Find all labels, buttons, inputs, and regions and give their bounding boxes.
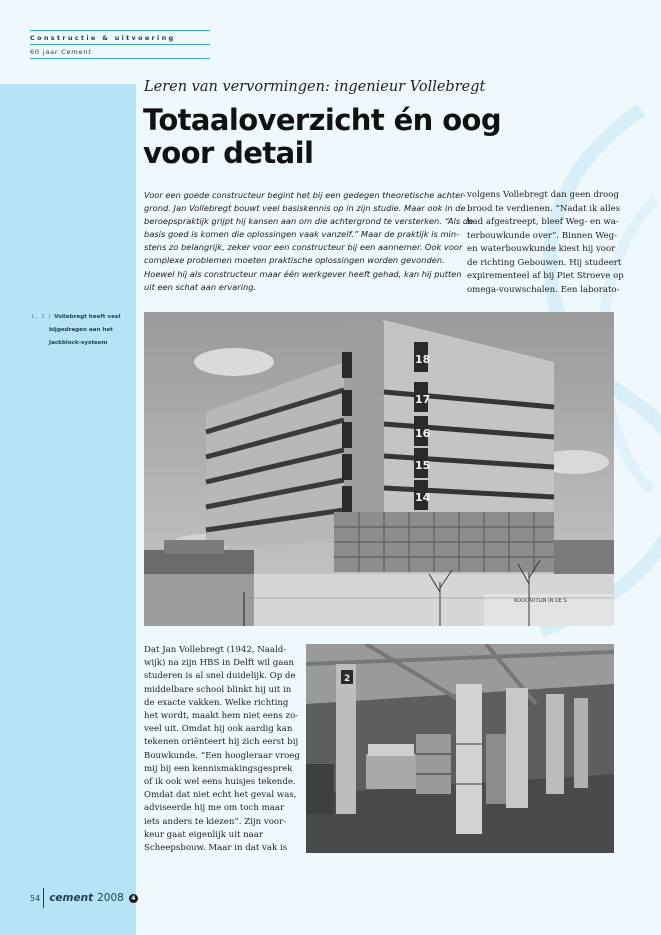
title-line-2: voor detail [143,136,314,170]
caption-line-2: bijgedragen aan het [49,327,113,333]
caption-line-1 [31,311,137,324]
body-line: de richting Gebouwen. Hij studeert [467,257,622,268]
floor-number: 17 [415,393,431,406]
body-line: had afgestreept, bleef Weg- en wa- [467,217,619,227]
body-line: omega-vouwschalen. Een laborato- [467,284,620,295]
caption-numbers: 1, 2 | [31,314,55,320]
issue-number-badge: 4 [129,894,138,903]
column-label: 2 [344,674,351,684]
floor-number: 16 [415,427,431,440]
photo-caption [31,311,137,350]
body-line: Bouwkunde. “Een hoogleraar vroeg [144,750,300,761]
series-label [30,45,210,58]
article-title [143,104,613,170]
floor-number: 18 [415,353,431,366]
body-line: middelbare school blinkt hij uit in [144,684,292,695]
building-photo-drawing [144,312,614,626]
magazine-name: cement [49,892,94,904]
body-column-left [144,644,304,855]
intro-line: Voor een goede constructeur begint het bij een gedegen theoretische achter- [144,190,467,200]
caption-line-3: Jackblock-systeem [49,340,108,346]
body-line: keur gaat eigenlijk uit naar [144,829,264,840]
intro-line: complexe problemen moeten praktische oplossingen worden gevonden. [144,255,445,266]
header-rule [30,58,210,59]
body-line: Scheepsbouw. Maar in dat vak is [144,843,288,854]
intro-line: stens zo belangrijk, zeker voor een constructeur bij een aannemer. Ook voor [144,242,463,253]
series-prefix: 60 jaar [30,48,62,56]
body-line: studeren is al snel duidelijk. Op de [144,671,296,682]
intro-line: uit een schat aan ervaring. [144,281,257,292]
body-line: of ik ook wel eens huisjes tekende. [144,777,296,788]
body-line: tekenen oriënteert hij zich eerst bij [144,737,299,748]
body-line: terbouwkunde over”. Binnen Weg- [467,230,617,241]
body-line: brood te verdienen. “Nadat ik alles [467,203,621,214]
article-supertitle: Leren van vervormingen: ingenieur Vollebregt [144,79,486,95]
building-photo [144,312,614,626]
body-line: wijk) na zijn HBS in Delft wil gaan [144,658,295,669]
title-line-1: Totaaloverzicht én oog [143,103,502,137]
section-label: Constructie & uitvoering [30,34,176,42]
body-line: iets anders te kiezen”. Zijn voor- [144,816,287,827]
body-line: het wordt, maakt hem niet eens zo- [144,711,299,722]
floor-number: 15 [415,459,431,472]
body-line: Dat Jan Vollebregt (1942, Naald- [144,645,287,655]
page-number: 54 [30,893,41,903]
body-line: adviseerde hij me om toch maar [144,803,285,814]
sidebar-band [0,84,136,935]
sign-text: KOOCAUTLIN IN DE S [514,598,567,604]
running-header [30,30,210,59]
jackblock-photo [306,644,614,853]
jackblock-photo-drawing [306,644,614,853]
body-line: Omdat dat niet echt het geval was, [144,790,297,801]
intro-line: basis goed is komen die oplossingen vaak vanzelf.” Maar de praktijk is min- [144,229,460,240]
intro-line: grond. Jan Vollebregt bouwt veel basiskennis op in zijn studie. Maar ook in de [144,203,466,214]
article-intro [144,189,474,294]
page-footer [30,888,138,908]
series-magazine: Cement [61,48,92,56]
body-line: mij bij een kennismakingsgesprek [144,763,293,774]
floor-number: 14 [415,491,431,504]
magazine-year: 2008 [97,892,124,904]
intro-line: Hoewel hij als constructeur maar één werkgever heeft gehad, kan hij putten [144,268,462,279]
body-column-right [467,189,624,297]
body-line: volgens Vollebregt dan geen droog [467,190,619,200]
caption-text-1: Vollebregt heeft veel [54,314,121,320]
body-line: de exacte vakken. Welke richting [144,697,289,708]
intro-line: beroepspraktijk grijpt hij kansen aan om die achtergrond te versterken. “Als de [144,216,474,227]
body-line: en waterbouwkunde kiest hij voor [467,244,616,254]
body-line: expirementeel af bij Piet Stroeve op [467,271,624,281]
body-line: veel uit. Omdat hij ook aardig kan [144,724,293,735]
footer-divider [43,888,44,908]
